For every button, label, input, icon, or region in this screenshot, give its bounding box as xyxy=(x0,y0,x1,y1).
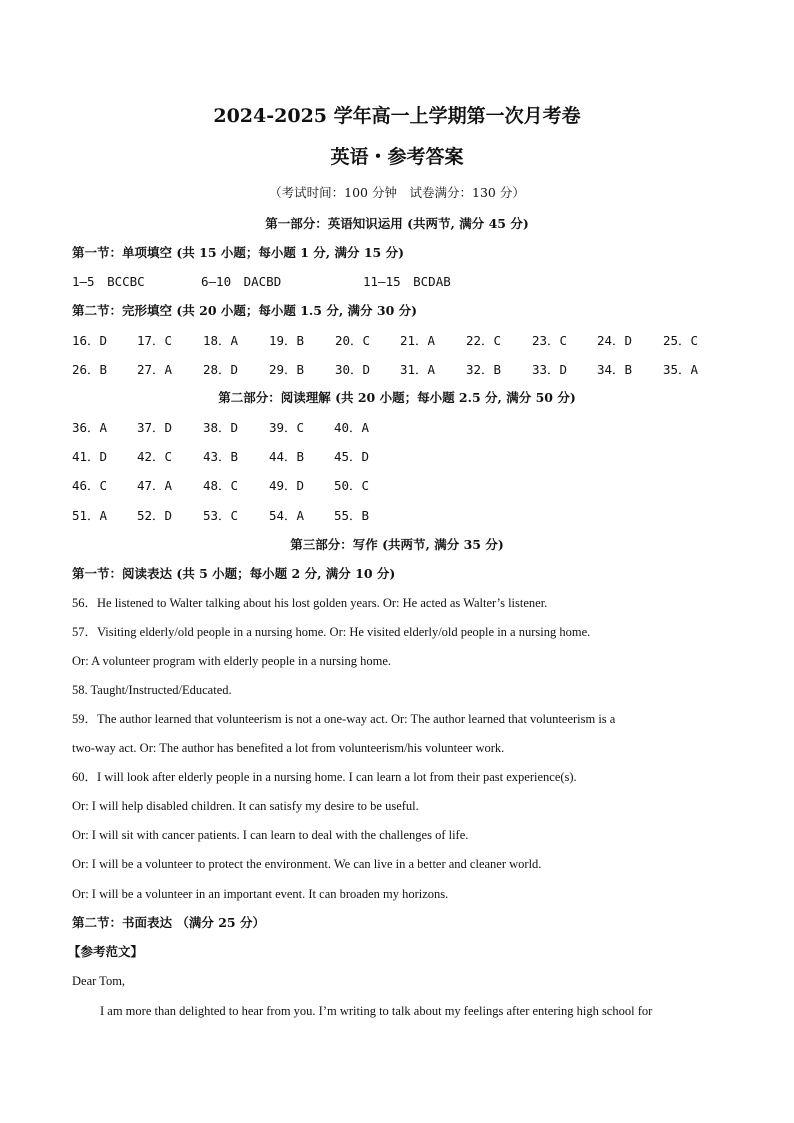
answer-item: 53．C xyxy=(203,508,239,523)
short-answer-line: 57．Visiting elderly/old people in a nursing home. Or: He visited elderly/old people in a nursing home. xyxy=(72,625,591,639)
answer-item: 41．D xyxy=(72,449,108,464)
reading-answers-row-1 xyxy=(72,420,472,436)
answer-item: 32．B xyxy=(466,362,502,377)
part3-section2-heading: 第二节：书面表达 （满分 25 分） xyxy=(72,915,265,930)
reading-answers-row-4 xyxy=(72,508,472,524)
answer-item: 34．B xyxy=(597,362,633,377)
letter-greeting: Dear Tom, xyxy=(72,974,126,988)
answer-item: 17．C xyxy=(137,333,173,348)
cloze-answers-row-1 xyxy=(72,333,722,349)
answer-group: 1—5 BCCBC xyxy=(72,274,145,289)
reading-answers-row-2 xyxy=(72,449,472,465)
short-answer-line: Or: I will be a volunteer in an important event. It can broaden my horizons. xyxy=(72,887,449,901)
answer-item: 16．D xyxy=(72,333,108,348)
part3-heading: 第三部分：写作 (共两节, 满分 35 分) xyxy=(290,537,504,552)
part1-heading: 第一部分：英语知识运用 (共两节, 满分 45 分) xyxy=(265,216,529,231)
answer-item: 35．A xyxy=(663,362,699,377)
answer-item: 33．D xyxy=(532,362,568,377)
short-answer-line: 56．He listened to Walter talking about his lost golden years. Or: He acted as Walter’s listener. xyxy=(72,596,548,610)
answer-item: 54．A xyxy=(269,508,305,523)
part2-heading: 第二部分：阅读理解 (共 20 小题；每小题 2.5 分, 满分 50 分) xyxy=(218,390,576,405)
answer-item: 25．C xyxy=(663,333,699,348)
sample-essay-label: 【参考范文】 xyxy=(68,944,144,959)
answer-item: 38．D xyxy=(203,420,239,435)
short-answer-line: 59．The author learned that volunteerism is not a one-way act. Or: The author learned that volunteerism is a xyxy=(72,712,616,726)
reading-answers-row-3 xyxy=(72,478,472,494)
answer-item: 29．B xyxy=(269,362,305,377)
answer-item: 20．C xyxy=(335,333,371,348)
single-choice-answers xyxy=(72,274,722,290)
short-answer-line: two-way act. Or: The author has benefited a lot from volunteerism/his volunteer work. xyxy=(72,741,505,755)
answer-item: 26．B xyxy=(72,362,108,377)
answer-item: 37．D xyxy=(137,420,173,435)
page-subtitle: 英语・参考答案 xyxy=(330,146,464,168)
answer-item: 46．C xyxy=(72,478,108,493)
part1-section2-heading: 第二节：完形填空 (共 20 小题；每小题 1.5 分, 满分 30 分) xyxy=(72,303,418,318)
answer-item: 39．C xyxy=(269,420,305,435)
cloze-answers-row-2 xyxy=(72,362,722,378)
short-answer-line: Or: A volunteer program with elderly people in a nursing home. xyxy=(72,654,392,668)
answer-item: 31．A xyxy=(400,362,436,377)
short-answer-line: 58. Taught/Instructed/Educated. xyxy=(72,683,232,697)
answer-item: 51．A xyxy=(72,508,108,523)
short-answer-line: Or: I will be a volunteer to protect the environment. We can live in a better and cleaner world. xyxy=(72,857,542,871)
page-title: 2024-2025 学年高一上学期第一次月考卷 xyxy=(213,105,581,127)
answer-item: 42．C xyxy=(137,449,173,464)
letter-body-line: I am more than delighted to hear from you. I’m writing to talk about my feelings after entering high school for xyxy=(100,1004,653,1018)
short-answer-line: Or: I will help disabled children. It can satisfy my desire to be useful. xyxy=(72,799,419,813)
answer-item: 21．A xyxy=(400,333,436,348)
answer-item: 44．B xyxy=(269,449,305,464)
answer-item: 47．A xyxy=(137,478,173,493)
answer-group: 6—10 DACBD xyxy=(201,274,282,289)
answer-item: 52．D xyxy=(137,508,173,523)
answer-item: 36．A xyxy=(72,420,108,435)
exam-info: （考试时间：100 分钟 试卷满分：130 分） xyxy=(269,185,525,200)
part3-section1-heading: 第一节：阅读表达 (共 5 小题；每小题 2 分, 满分 10 分) xyxy=(72,566,396,581)
answer-item: 43．B xyxy=(203,449,239,464)
part1-section1-heading: 第一节：单项填空 (共 15 小题；每小题 1 分, 满分 15 分) xyxy=(72,245,404,260)
answer-item: 49．D xyxy=(269,478,305,493)
answer-item: 22．C xyxy=(466,333,502,348)
answer-item: 50．C xyxy=(334,478,370,493)
answer-item: 28．D xyxy=(203,362,239,377)
answer-group: 11—15 BCDAB xyxy=(363,274,451,289)
answer-item: 45．D xyxy=(334,449,370,464)
answer-item: 19．B xyxy=(269,333,305,348)
answer-item: 55．B xyxy=(334,508,370,523)
answer-item: 23．C xyxy=(532,333,568,348)
answer-item: 27．A xyxy=(137,362,173,377)
answer-item: 48．C xyxy=(203,478,239,493)
answer-item: 18．A xyxy=(203,333,239,348)
answer-item: 24．D xyxy=(597,333,633,348)
answer-item: 40．A xyxy=(334,420,370,435)
short-answer-line: 60．I will look after elderly people in a nursing home. I can learn a lot from their past experience(s). xyxy=(72,770,577,784)
short-answer-line: Or: I will sit with cancer patients. I can learn to deal with the challenges of life. xyxy=(72,828,469,842)
answer-item: 30．D xyxy=(335,362,371,377)
